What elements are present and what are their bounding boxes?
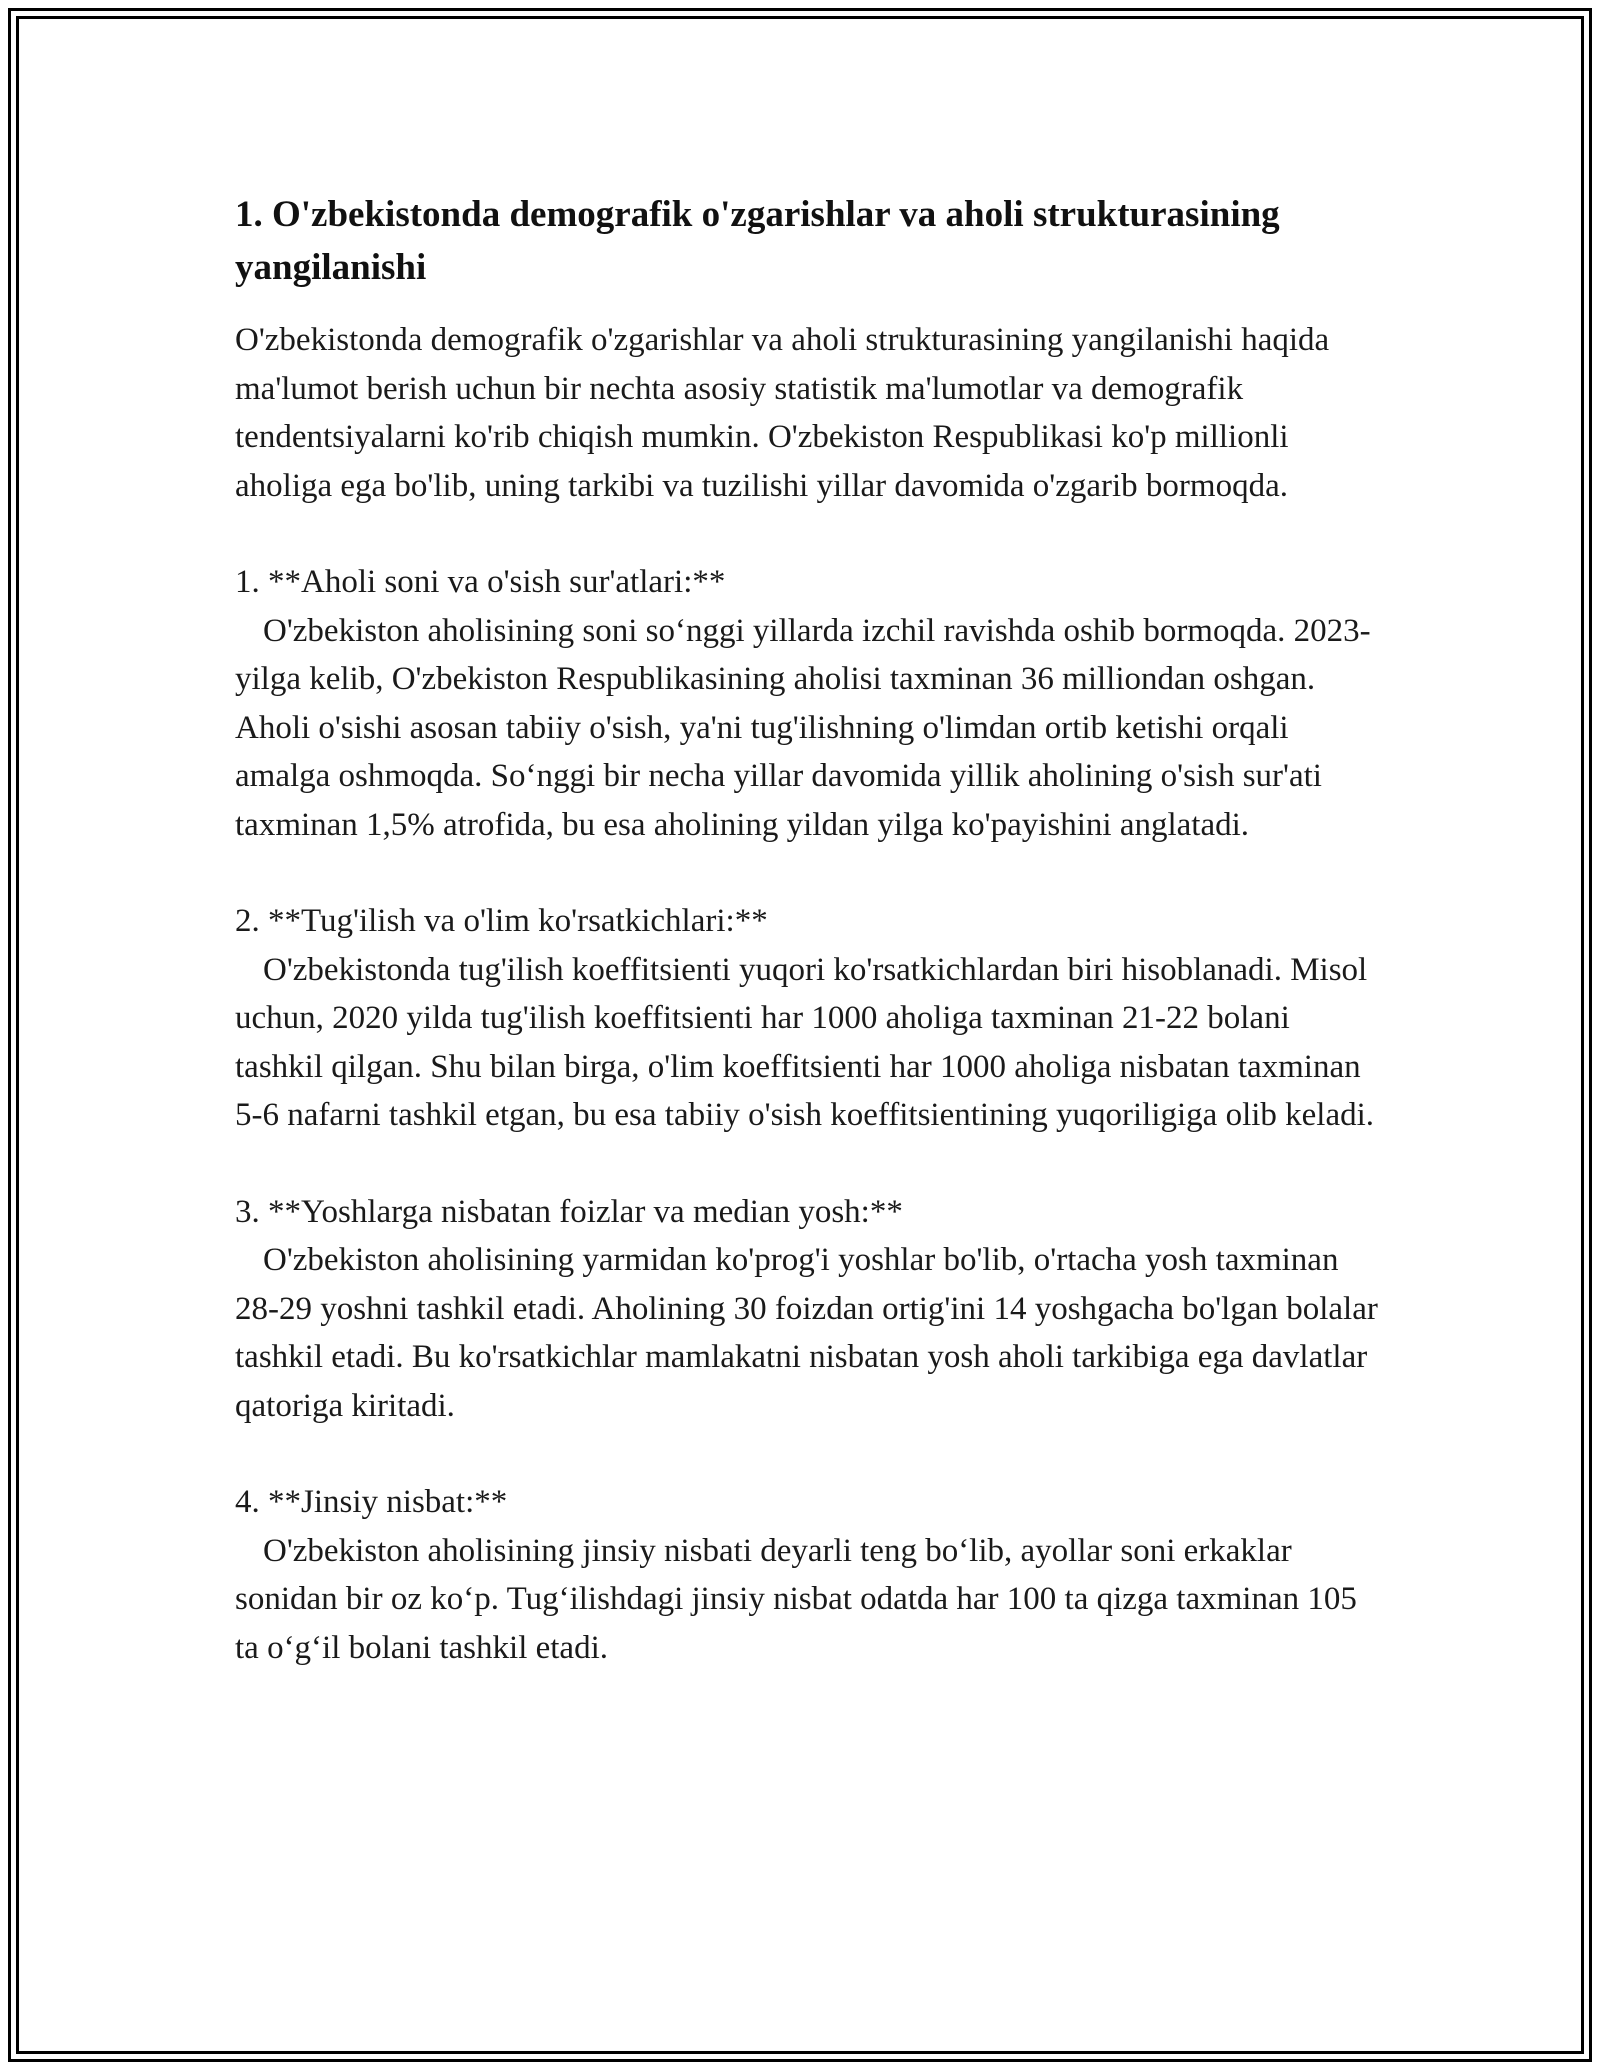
section-sex-ratio	[235, 1478, 1385, 1672]
document-body	[235, 188, 1385, 1672]
section-title: 2. **Tug'ilish va o'lim ko'rsatkichlari:**	[235, 903, 768, 939]
section-body	[235, 607, 1385, 850]
section-body-text: O'zbekiston aholisining jinsiy nisbati deyarli teng bo‘lib, ayollar soni erkaklar sonidan bir oz ko‘p. Tug‘ilishdagi jinsiy nisbat odatda har 100 ta qizga taxminan 105 ta o‘g‘il bolani tashkil etadi.	[235, 1532, 1357, 1666]
section-population-growth	[235, 558, 1385, 849]
section-birth-death	[235, 897, 1385, 1140]
section-body	[235, 946, 1385, 1140]
section-title: 1. **Aholi soni va o'sish sur'atlari:**	[235, 564, 726, 600]
section-body-text: O'zbekiston aholisining yarmidan ko'prog'i yoshlar bo'lib, o'rtacha yosh taxminan 28-29 yoshni tashkil etadi. Aholining 30 foizdan ortig'ini 14 yoshgacha bo'lgan bolalar tashkil etadi. Bu ko'rsatkichlar mamlakatni nisbatan yosh aholi tarkibiga ega davlatlar qatoriga kiritadi.	[235, 1242, 1378, 1424]
section-title: 4. **Jinsiy nisbat:**	[235, 1484, 508, 1520]
section-title: 3. **Yoshlarga nisbatan foizlar va median yosh:**	[235, 1193, 903, 1230]
document-heading: 1. O'zbekistonda demografik o'zgarishlar va aholi strukturasining yangilanishi	[235, 194, 1280, 288]
section-body-text: O'zbekistonda tug'ilish koeffitsienti yuqori ko'rsatkichlardan biri hisoblanadi. Misol uchun, 2020 yilda tug'ilish koeffitsienti har 1000 aholiga taxminan 21-22 bolani tashkil qilgan. Shu bilan birga, o'lim koeffitsienti har 1000 aholiga nisbatan taxminan 5-6 nafarni tashkil etgan, bu esa tabiiy o'sish koeffitsientining yuqoriligiga olib keladi.	[235, 951, 1375, 1133]
section-youth-median-age	[235, 1188, 1385, 1431]
section-body	[235, 1236, 1385, 1430]
section-body	[235, 1527, 1385, 1673]
intro-paragraph: O'zbekistonda demografik o'zgarishlar va aholi strukturasining yangilanishi haqida ma'lumot berish uchun bir nechta asosiy statistik ma'lumotlar va demografik tendentsiyalarni ko'rib chiqish mumkin. O'zbekiston Respublikasi ko'p millionli aholiga ega bo'lib, uning tarkibi va tuzilishi yillar davomida o'zgarib bormoqda.	[235, 322, 1330, 504]
section-body-text: O'zbekiston aholisining soni so‘nggi yillarda izchil ravishda oshib bormoqda. 2023-yilga kelib, O'zbekiston Respublikasining aholisi taxminan 36 milliondan oshgan. Aholi o'sishi asosan tabiiy o'sish, ya'ni tug'ilishning o'limdan ortib ketishi orqali amalga oshmoqda. So‘nggi bir necha yillar davomida yillik aholining o'sish sur'ati taxminan 1,5% atrofida, bu esa aholining yildan yilga ko'payishini anglatadi.	[235, 612, 1371, 843]
